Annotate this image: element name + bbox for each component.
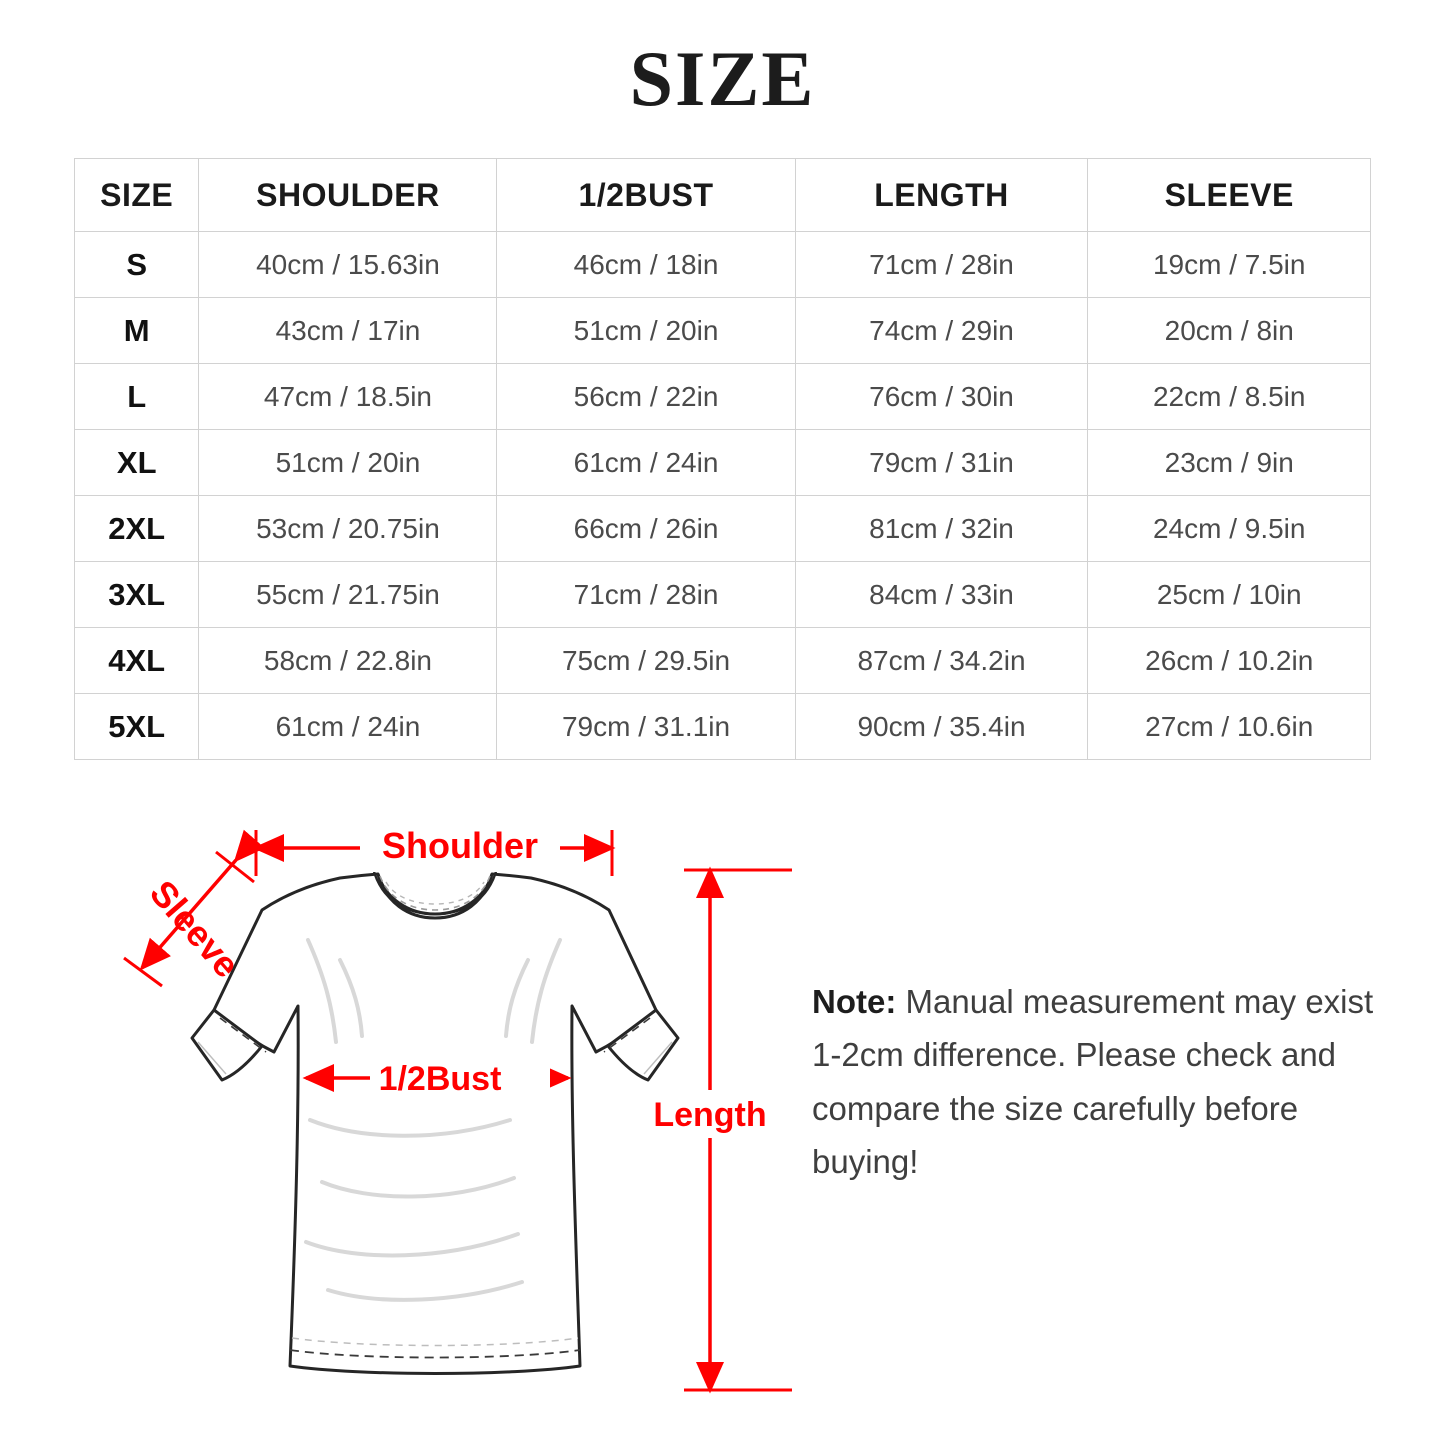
note-text: Manual measurement may exist 1-2cm difference. Please check and compare the size carefully before buying! (812, 983, 1374, 1181)
cell-sleeve: 24cm / 9.5in (1088, 496, 1371, 562)
note-label: Note: (812, 983, 897, 1020)
table-row (75, 496, 1371, 562)
cell-sleeve: 22cm / 8.5in (1088, 364, 1371, 430)
cell-shoulder: 61cm / 24in (199, 694, 497, 760)
cell-sleeve: 26cm / 10.2in (1088, 628, 1371, 694)
column-header-sleeve: SLEEVE (1088, 159, 1371, 232)
cell-shoulder: 43cm / 17in (199, 298, 497, 364)
cell-bust: 75cm / 29.5in (497, 628, 795, 694)
shoulder-measure (256, 824, 612, 876)
cell-size: S (75, 232, 199, 298)
cell-shoulder: 55cm / 21.75in (199, 562, 497, 628)
tshirt-graphic (192, 868, 678, 1374)
cell-sleeve: 20cm / 8in (1088, 298, 1371, 364)
column-header-size: SIZE (75, 159, 199, 232)
cell-sleeve: 23cm / 9in (1088, 430, 1371, 496)
note-block (812, 975, 1392, 1189)
size-table (74, 158, 1371, 760)
size-chart (74, 158, 1371, 760)
cell-length: 71cm / 28in (795, 232, 1088, 298)
column-header-length: LENGTH (795, 159, 1088, 232)
cell-sleeve: 19cm / 7.5in (1088, 232, 1371, 298)
cell-length: 84cm / 33in (795, 562, 1088, 628)
table-row (75, 694, 1371, 760)
cell-size: M (75, 298, 199, 364)
cell-sleeve: 27cm / 10.6in (1088, 694, 1371, 760)
page-title: SIZE (629, 35, 816, 122)
cell-size: 4XL (75, 628, 199, 694)
column-header-shoulder: SHOULDER (199, 159, 497, 232)
sleeve-label: Sleeve (141, 872, 248, 986)
table-header-row (75, 159, 1371, 232)
length-label: Length (653, 1096, 767, 1134)
cell-size: XL (75, 430, 199, 496)
cell-size: 2XL (75, 496, 199, 562)
cell-sleeve: 25cm / 10in (1088, 562, 1371, 628)
table-row (75, 430, 1371, 496)
cell-bust: 79cm / 31.1in (497, 694, 795, 760)
cell-length: 87cm / 34.2in (795, 628, 1088, 694)
table-row (75, 364, 1371, 430)
column-header-bust: 1/2BUST (497, 159, 795, 232)
table-row (75, 628, 1371, 694)
cell-shoulder: 40cm / 15.63in (199, 232, 497, 298)
cell-shoulder: 58cm / 22.8in (199, 628, 497, 694)
cell-size: 5XL (75, 694, 199, 760)
cell-bust: 71cm / 28in (497, 562, 795, 628)
shoulder-label: Shoulder (381, 825, 539, 866)
cell-shoulder: 51cm / 20in (199, 430, 497, 496)
cell-length: 79cm / 31in (795, 430, 1088, 496)
cell-size: 3XL (75, 562, 199, 628)
sleeve-measure (124, 852, 254, 986)
cell-bust: 66cm / 26in (497, 496, 795, 562)
bust-label: 1/2Bust (378, 1060, 502, 1098)
tshirt-measurement-diagram (40, 790, 800, 1420)
table-row (75, 562, 1371, 628)
cell-length: 76cm / 30in (795, 364, 1088, 430)
cell-length: 90cm / 35.4in (795, 694, 1088, 760)
cell-shoulder: 47cm / 18.5in (199, 364, 497, 430)
cell-bust: 46cm / 18in (497, 232, 795, 298)
cell-length: 74cm / 29in (795, 298, 1088, 364)
length-measure (653, 870, 792, 1390)
cell-bust: 56cm / 22in (497, 364, 795, 430)
cell-shoulder: 53cm / 20.75in (199, 496, 497, 562)
cell-size: L (75, 364, 199, 430)
table-row (75, 298, 1371, 364)
table-row (75, 232, 1371, 298)
cell-bust: 51cm / 20in (497, 298, 795, 364)
cell-length: 81cm / 32in (795, 496, 1088, 562)
cell-bust: 61cm / 24in (497, 430, 795, 496)
